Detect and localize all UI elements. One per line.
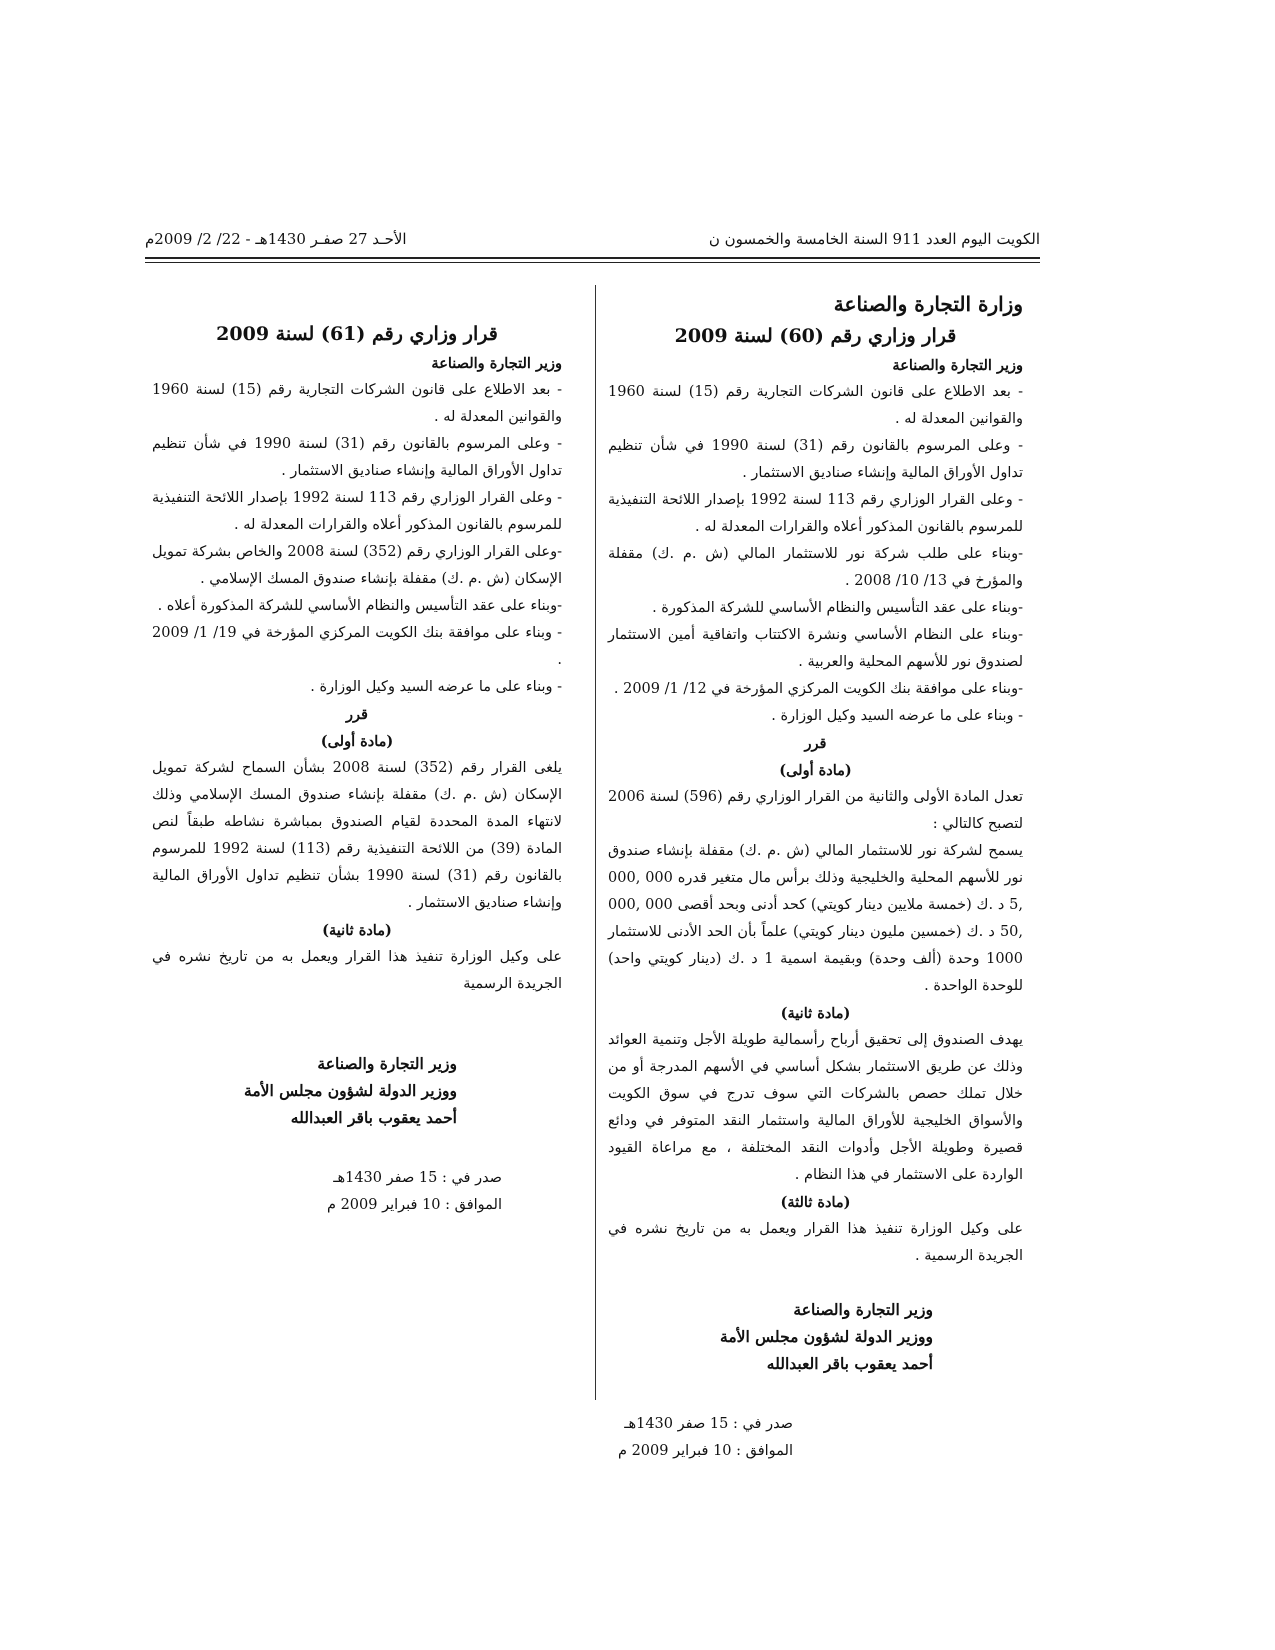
ministry-heading: وزارة التجارة والصناعة: [833, 292, 1023, 316]
issued-date: صدر في : 15 صفر 1430هـ: [333, 1170, 502, 1186]
header-rule-thick: [145, 257, 1040, 259]
preamble-item: - بعد الاطلاع على قانون الشركات التجارية رقم (15) لسنة 1960 والقوانين المعدلة له .: [608, 384, 1023, 427]
column-divider: [595, 285, 596, 1400]
issuer-line: وزير التجارة والصناعة: [431, 355, 562, 372]
article-1-heading: (مادة أولى): [320, 733, 394, 750]
signature-block: [152, 1050, 562, 1131]
corresponding-date: الموافق : 10 فبراير 2009 م: [617, 1443, 793, 1459]
article-2-text: على وكيل الوزارة تنفيذ هذا القرار ويعمل به من تاريخ نشره في الجريدة الرسمية: [152, 949, 562, 992]
preamble-item: -وبناء على عقد التأسيس والنظام الأساسي للشركة المذكورة .: [652, 600, 1023, 616]
header-date: الأحـد 27 صفـر 1430هـ - 22/ 2/ 2009م: [145, 230, 407, 248]
preamble-item: - وبناء على موافقة بنك الكويت المركزي المؤرخة في 19/ 1/ 2009 .: [152, 625, 562, 668]
signature-line: ووزير الدولة لشؤون مجلس الأمة: [244, 1081, 457, 1100]
decision-title: قرار وزاري رقم (60) لسنة 2009: [674, 325, 957, 347]
preamble-item: -وبناء على طلب شركة نور للاستثمار المالي (ش .م .ك) مقفلة والمؤرخ في 13/ 10/ 2008 .: [608, 546, 1023, 589]
article-1-text: يلغى القرار رقم (352) لسنة 2008 بشأن السماح لشركة تمويل الإسكان (ش .م .ك) مقفلة بإنشاء صندوق المسك الإسلامي وذلك لانتهاء المدة المحددة لقيام الصندوق بمباشرة نشاطه طبقاً لنص المادة (39) من اللائحة التنفيذية رقم (113) لسنة 1992 للمرسوم بالقانون رقم (31) لسنة 1990 بشأن تنظيم تداول الأوراق المالية وإنشاء صناديق الاستثمار .: [152, 760, 562, 911]
article-1-heading: (مادة أولى): [779, 762, 852, 779]
article-1-text: تعدل المادة الأولى والثانية من القرار الوزاري رقم (596) لسنة 2006 لتصبح كالتالي :: [608, 789, 1023, 832]
preamble-item: -وبناء على موافقة بنك الكويت المركزي المؤرخة في 12/ 1/ 2009 .: [613, 681, 1023, 697]
preamble-item: -وبناء على النظام الأساسي ونشرة الاكتتاب واتفاقية أمين الاستثمار لصندوق نور للأسهم المحلية والعربية .: [608, 627, 1023, 670]
corresponding-date: الموافق : 10 فبراير 2009 م: [326, 1197, 502, 1213]
signature-line: ووزير الدولة لشؤون مجلس الأمة: [720, 1327, 933, 1346]
preamble-item: - وعلى المرسوم بالقانون رقم (31) لسنة 1990 في شأن تنظيم تداول الأوراق المالية وإنشاء صناديق الاستثمار .: [608, 438, 1023, 481]
preamble-item: - وعلى القرار الوزاري رقم 113 لسنة 1992 بإصدار اللائحة التنفيذية للمرسوم بالقانون المذكور أعلاه والقرارات المعدلة له .: [608, 492, 1023, 535]
issue-dates: [608, 1411, 1023, 1465]
preamble-item: -وبناء على عقد التأسيس والنظام الأساسي للشركة المذكورة أعلاه .: [157, 598, 562, 614]
preamble-item: - وبناء على ما عرضه السيد وكيل الوزارة .: [310, 679, 562, 695]
preamble-item: - وعلى المرسوم بالقانون رقم (31) لسنة 1990 في شأن تنظيم تداول الأوراق المالية وإنشاء صناديق الاستثمار .: [152, 436, 562, 479]
header-rule-thin: [145, 262, 1040, 263]
article-3-heading: (مادة ثالثة): [780, 1194, 851, 1211]
decision-60-column: [608, 288, 1023, 1465]
article-2-heading: (مادة ثانية): [322, 922, 392, 939]
signature-block: [608, 1296, 1023, 1377]
decided-heading: قرر: [346, 706, 368, 723]
article-2-heading: (مادة ثانية): [780, 1005, 851, 1022]
article-3-text: على وكيل الوزارة تنفيذ هذا القرار ويعمل به من تاريخ نشره في الجريدة الرسمية .: [608, 1221, 1023, 1264]
preamble-item: - بعد الاطلاع على قانون الشركات التجارية رقم (15) لسنة 1960 والقوانين المعدلة له .: [152, 382, 562, 425]
preamble-item: - وعلى القرار الوزاري رقم 113 لسنة 1992 بإصدار اللائحة التنفيذية للمرسوم بالقانون المذكور أعلاه والقرارات المعدلة له .: [152, 490, 562, 533]
signature-name: أحمد يعقوب باقر العبدالله: [766, 1354, 933, 1373]
signature-line: وزير التجارة والصناعة: [317, 1054, 457, 1073]
issue-dates: [152, 1165, 562, 1219]
page-header: [145, 226, 1040, 252]
signature-line: وزير التجارة والصناعة: [793, 1300, 933, 1319]
decision-61-column: [152, 318, 562, 1219]
decision-title: قرار وزاري رقم (61) لسنة 2009: [216, 323, 498, 345]
decided-heading: قرر: [804, 735, 827, 752]
issuer-line: وزير التجارة والصناعة: [892, 357, 1023, 374]
preamble-item: -وعلى القرار الوزاري رقم (352) لسنة 2008 والخاص بشركة تمويل الإسكان (ش .م .ك) مقفلة بإنشاء صندوق المسك الإسلامي .: [152, 544, 562, 587]
preamble-item: - وبناء على ما عرضه السيد وكيل الوزارة .: [771, 708, 1023, 724]
article-2-text: يهدف الصندوق إلى تحقيق أرباح رأسمالية طويلة الأجل وتنمية العوائد وذلك عن طريق الاستثمار بشكل أساسي في الأسهم المدرجة أو من خلال تملك حصص بالشركات التي سوف تدرج في سوق الكويت والأسواق الخليجية للأوراق المالية واستثمار النقد المتوفر في ودائع قصيرة وطويلة الأجل وأدوات النقد المختلفة ، مع مراعاة القيود الواردة على الاستثمار في هذا النظام .: [608, 1032, 1023, 1183]
issued-date: صدر في : 15 صفر 1430هـ: [624, 1416, 793, 1432]
header-issue-info: الكويت اليوم العدد 911 السنة الخامسة والخمسون ن: [708, 230, 1040, 248]
article-1-text: يسمح لشركة نور للاستثمار المالي (ش .م .ك) مقفلة بإنشاء صندوق نور للأسهم المحلية والخليجية وذلك برأس مال متغير قدره 000 ,000 ,5 د .ك (خمسة ملايين دينار كويتي) كحد أدنى وبحد أقصى 000 ,000 ,50 د .ك (خمسين مليون دينار كويتي) علماً بأن الحد الأدنى للاستثمار 1000 وحدة (ألف وحدة) وبقيمة اسمية 1 د .ك (دينار كويتي واحد) للوحدة الواحدة .: [608, 843, 1024, 994]
signature-name: أحمد يعقوب باقر العبدالله: [290, 1108, 457, 1127]
